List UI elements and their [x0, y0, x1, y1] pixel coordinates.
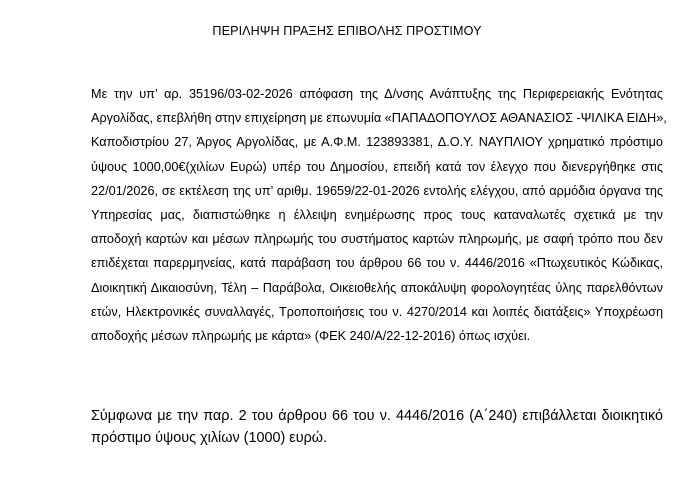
paragraph-line: επιδέχεται παρερμηνείας, κατά παράβαση του άρθρου 66 του ν. 4446/2016 «Πτωχευτικός Κώδικας,	[91, 256, 663, 271]
paragraph-line: ετών, Ηλεκτρονικές συναλλαγές, Τροποποιήσεις του ν. 4270/2014 και λοιπές διατάξεις» Υποχρέωση	[91, 304, 663, 319]
paragraph-line: Καποδιστρίου 27, Άργος Αργολίδας, με Α.Φ.Μ. 123893381, Δ.Ο.Υ. ΝΑΥΠΛΙΟΥ χρηματικό πρόστιμο	[91, 135, 663, 150]
paragraph-line: Σύμφωνα με την παρ. 2 του άρθρου 66 του ν. 4446/2016 (Α΄240) επιβάλλεται διοικητικό	[91, 408, 663, 424]
paragraph-line: αποδοχή καρτών και μέσων πληρωμής του συστήματος καρτών πληρωμής, με σαφή τρόπο που δεν	[91, 232, 663, 247]
paragraph-line: 22/01/2026, σε εκτέλεση της υπ’ αριθμ. 19659/22-01-2026 εντολής ελέγχου, από αρμόδια όργανα της	[91, 183, 663, 198]
paragraph-line: Υπηρεσίας μας, διαπιστώθηκε η έλλειψη ενημέρωσης προς τους καταναλωτές σχετικά με την	[91, 207, 663, 222]
paragraph-line: αποδοχής μέσων πληρωμής με κάρτα» (ΦΕΚ 240/Α/22-12-2016) όπως ισχύει.	[91, 328, 531, 343]
paragraph-line: πρόστιμο ύψους χιλίων (1000) ευρώ.	[91, 430, 327, 446]
decision-summary-paragraph	[91, 82, 667, 348]
penalty-statement-paragraph	[91, 405, 663, 449]
paragraph-line: Διοικητική Δικαιοσύνη, Τέλη – Παράβολα, Οικειοθελής αποκάλυψη φορολογητέας ύλης παρελθόντων	[91, 280, 663, 295]
paragraph-line: Αργολίδας, επεβλήθη στην επιχείρηση με επωνυμία «ΠΑΠΑΔΟΠΟΥΛΟΣ ΑΘΑΝΑΣΙΟΣ -ΨΙΛΙΚΑ ΕΙΔΗ»,	[91, 111, 667, 126]
paragraph-line: ύψους 1000,00€(χιλίων Ευρώ) υπέρ του Δημοσίου, επειδή κατά τον έλεγχο που διενεργήθηκε στις	[91, 159, 663, 174]
paragraph-line: Με την υπ’ αρ. 35196/03-02-2026 απόφαση της Δ/νσης Ανάπτυξης της Περιφερειακής Ενότητας	[91, 87, 663, 101]
document-title: ΠΕΡΙΛΗΨΗ ΠΡΑΞΗΣ ΕΠΙΒΟΛΗΣ ΠΡΟΣΤΙΜΟΥ	[212, 24, 482, 38]
